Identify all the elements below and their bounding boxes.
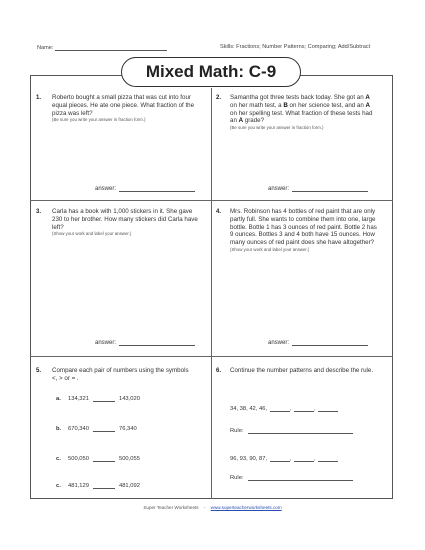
footer bbox=[0, 505, 425, 510]
question-note: (Show your work and label your answer.) bbox=[52, 231, 132, 237]
question-text: Continue the number patterns and describe the rule. bbox=[230, 367, 374, 374]
number-pattern: 34, 38, 42, 46, , , bbox=[230, 406, 338, 412]
compare-blank[interactable] bbox=[93, 483, 115, 489]
question-1 bbox=[52, 94, 200, 123]
rule-label: Rule: bbox=[230, 428, 244, 434]
question-number: 1. bbox=[36, 95, 42, 101]
compare-blank[interactable] bbox=[93, 456, 115, 462]
answer-field[interactable] bbox=[95, 339, 195, 346]
answer-line[interactable] bbox=[292, 339, 368, 346]
compare-blank[interactable] bbox=[93, 396, 115, 402]
rule-label: Rule: bbox=[230, 475, 244, 481]
question-note: (Show your work and label your answer.) bbox=[230, 246, 310, 252]
skills-text: Skills: Fractions; Number Patterns; Comparing; Add/Subtract bbox=[220, 44, 371, 50]
name-label: Name: bbox=[37, 45, 54, 51]
pattern-blank[interactable] bbox=[270, 456, 290, 462]
footer-brand: Super Teacher Worksheets bbox=[143, 505, 199, 510]
question-number: 6. bbox=[216, 368, 222, 374]
compare-pair: b. 670,340 76,340 bbox=[56, 426, 137, 432]
question-2 bbox=[230, 94, 378, 131]
question-text: Compare each pair of numbers using the symbols <, > or = . bbox=[52, 367, 189, 382]
pattern-blank[interactable] bbox=[294, 406, 314, 412]
answer-line[interactable] bbox=[119, 185, 195, 192]
column-divider bbox=[211, 88, 212, 499]
question-number: 4. bbox=[216, 209, 222, 215]
rule-line[interactable] bbox=[248, 428, 353, 434]
name-line[interactable] bbox=[55, 44, 167, 51]
worksheet-title: Mixed Math: C-9 bbox=[121, 57, 301, 87]
rule-line[interactable] bbox=[248, 475, 353, 481]
question-note: (Be sure you write your answer in fraction form.) bbox=[230, 125, 324, 131]
question-number: 3. bbox=[36, 209, 42, 215]
compare-blank[interactable] bbox=[93, 426, 115, 432]
rule-field[interactable] bbox=[230, 428, 353, 434]
question-number: 2. bbox=[216, 95, 222, 101]
answer-label: answer: bbox=[95, 340, 117, 346]
question-text: Samantha got three tests back today. She got an A on her math test, a B on her science test, and an A on her spelling test. What fraction of these tests had an A grade? bbox=[230, 94, 373, 125]
question-note: (Be sure you write your answer in fraction form.) bbox=[52, 117, 146, 123]
rule-field[interactable] bbox=[230, 475, 353, 481]
question-number: 5. bbox=[36, 368, 42, 374]
question-text: Roberto bought a small pizza that was cut into four equal pieces. He ate one piece. What fraction of the pizza was left? bbox=[52, 94, 195, 117]
answer-field[interactable] bbox=[95, 185, 195, 192]
question-text: Mrs. Robinson has 4 bottles of red paint that are only partly full. She wants to combine them into one, large bottle. Bottle 1 has 3 ounces of red paint. Bottle 2 has 9 ounces. Bottles 3 and 4 both have 15 ounces. How many ounces of red paint does she have altogether? bbox=[230, 208, 377, 247]
pattern-blank[interactable] bbox=[318, 456, 338, 462]
answer-label: answer: bbox=[268, 186, 290, 192]
answer-line[interactable] bbox=[119, 339, 195, 346]
compare-pair: c. 481,129 481,092 bbox=[56, 483, 140, 489]
footer-separator: - bbox=[203, 505, 206, 510]
question-4 bbox=[230, 208, 378, 252]
question-text: Carla has a book with 1,000 stickers in it. She gave 230 to her brother. How many stickers did Carla have left? bbox=[52, 208, 198, 231]
number-pattern: 96, 93, 90, 87, , , bbox=[230, 456, 338, 462]
pattern-blank[interactable] bbox=[294, 456, 314, 462]
footer-link[interactable]: www.superteacherworksheets.com bbox=[210, 505, 282, 510]
answer-field[interactable] bbox=[268, 339, 368, 346]
compare-pair: c. 500,050 500,055 bbox=[56, 456, 140, 462]
answer-line[interactable] bbox=[292, 185, 368, 192]
pattern-blank[interactable] bbox=[270, 406, 290, 412]
answer-label: answer: bbox=[95, 186, 117, 192]
row-divider bbox=[30, 356, 393, 357]
question-3 bbox=[52, 208, 200, 237]
name-field[interactable] bbox=[37, 44, 167, 51]
answer-label: answer: bbox=[268, 340, 290, 346]
row-divider bbox=[30, 200, 393, 201]
pattern-blank[interactable] bbox=[318, 406, 338, 412]
compare-pair: a. 134,321 143,020 bbox=[56, 396, 140, 402]
answer-field[interactable] bbox=[268, 185, 368, 192]
